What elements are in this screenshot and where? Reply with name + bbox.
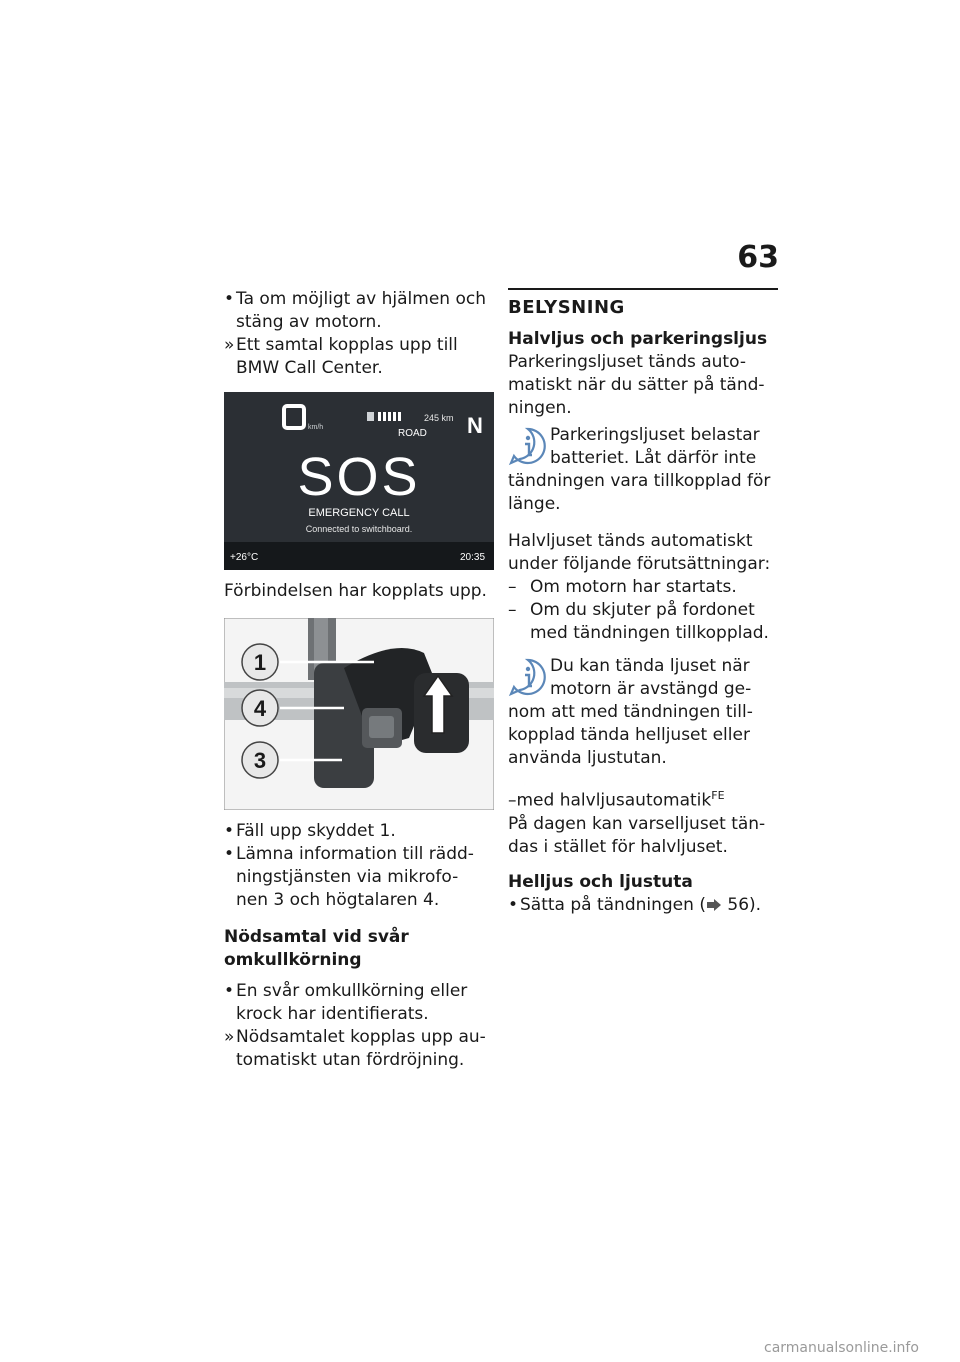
list-text: Lämna information till rädd- bbox=[236, 844, 474, 864]
handlebar-switch-figure bbox=[224, 618, 494, 810]
result-mark: » bbox=[224, 1027, 235, 1047]
figure-caption: Förbindelsen har kopplats upp. bbox=[224, 581, 487, 601]
section-title: BELYSNING bbox=[508, 297, 625, 318]
temperature: +26°C bbox=[230, 552, 259, 563]
list-text: ningstjänsten via mikrofo- bbox=[236, 867, 459, 887]
option-code: FE bbox=[711, 789, 725, 802]
list-item bbox=[508, 599, 778, 645]
list-item bbox=[508, 894, 778, 917]
bullet-mark: • bbox=[224, 844, 235, 864]
paragraph: Halvljuset tänds automatiskt under följande förutsättningar: bbox=[508, 531, 771, 574]
list-item bbox=[224, 288, 494, 334]
clock: 20:35 bbox=[460, 552, 486, 563]
list-text: BMW Call Center. bbox=[236, 358, 383, 378]
list-item bbox=[224, 820, 494, 843]
action-list bbox=[224, 820, 494, 912]
list-text: stäng av motorn. bbox=[236, 312, 382, 332]
list-item bbox=[224, 334, 494, 380]
subheading-emergency: Nödsamtal vid svår omkullkörning bbox=[224, 927, 409, 970]
bullet-mark: • bbox=[508, 894, 519, 915]
dash-mark: – bbox=[508, 577, 517, 597]
list-text: Ett samtal kopplas upp till bbox=[236, 335, 458, 355]
speed-unit: km/h bbox=[308, 424, 324, 431]
condition-list bbox=[508, 576, 778, 645]
list-text: Nödsamtalet kopplas upp au- bbox=[236, 1027, 486, 1047]
info-icon bbox=[508, 426, 548, 466]
intro-list bbox=[224, 288, 494, 380]
watermark-footer: carmanualsonline.info bbox=[764, 1340, 919, 1356]
arrow-right-icon bbox=[706, 899, 722, 911]
connected-status: Connected to switchboard. bbox=[305, 524, 413, 534]
list-item bbox=[224, 843, 494, 912]
svg-text:3: 3 bbox=[253, 748, 267, 773]
info-note: Du kan tända ljuset när motorn är avstängd ge- nom att med tändningen till- kopplad tända helljuset eller använda ljustutan. bbox=[508, 656, 753, 768]
right-column bbox=[508, 288, 778, 917]
emergency-call-title: EMERGENCY CALL bbox=[308, 507, 410, 519]
list-text: nen 3 och högtalaren 4. bbox=[236, 890, 440, 910]
range-value: 245 km bbox=[424, 413, 454, 423]
list-item bbox=[508, 576, 778, 599]
dash-mark: – bbox=[508, 600, 517, 620]
bullet-mark: • bbox=[224, 289, 235, 309]
sos-display-figure bbox=[224, 392, 494, 570]
list-text: Sätta på tändningen ( bbox=[520, 894, 706, 915]
paragraph: På dagen kan varselljuset tän- das i stället för halvljuset. bbox=[508, 813, 766, 857]
bullet-mark: • bbox=[224, 821, 235, 841]
list-text: tomatiskt utan fördröjning. bbox=[236, 1050, 465, 1070]
subheading-high-beam: Helljus och ljustuta bbox=[508, 871, 693, 892]
option-line: –med halvljusautomatik$^{FE}$ bbox=[508, 789, 725, 811]
info-note: Parkeringsljuset belastar batteriet. Låt därför inte tändningen vara tillkopplad för länge. bbox=[508, 425, 771, 514]
emergency-list bbox=[224, 980, 494, 1072]
result-mark: » bbox=[224, 335, 235, 355]
list-text: Ta om möjligt av hjälmen och bbox=[236, 289, 486, 309]
paragraph: Parkeringsljuset tänds auto- matiskt när du sätter på tänd- ningen. bbox=[508, 352, 765, 418]
list-item bbox=[224, 1026, 494, 1072]
sos-text: SOS bbox=[297, 447, 421, 507]
list-text: med tändningen tillkopplad. bbox=[530, 623, 769, 643]
page-number: 63 bbox=[737, 240, 779, 275]
subheading-low-beam: Halvljus och parkeringsljus bbox=[508, 329, 768, 349]
left-column bbox=[224, 288, 494, 1072]
svg-text:1: 1 bbox=[253, 650, 267, 675]
list-item bbox=[224, 980, 494, 1026]
bullet-mark: • bbox=[224, 981, 235, 1001]
list-text: En svår omkullkörning eller bbox=[236, 981, 468, 1001]
info-icon bbox=[508, 657, 548, 697]
list-text: Om du skjuter på fordonet bbox=[530, 600, 755, 620]
list-text: Fäll upp skyddet 1. bbox=[236, 821, 396, 841]
page-reference[interactable]: 56). bbox=[727, 894, 762, 915]
riding-mode: ROAD bbox=[398, 428, 427, 439]
list-text: Om motorn har startats. bbox=[530, 577, 737, 597]
list-text: krock har identifierats. bbox=[236, 1004, 429, 1024]
gear-indicator: N bbox=[467, 413, 483, 438]
fuel-icon bbox=[367, 412, 374, 421]
svg-text:4: 4 bbox=[253, 696, 267, 721]
